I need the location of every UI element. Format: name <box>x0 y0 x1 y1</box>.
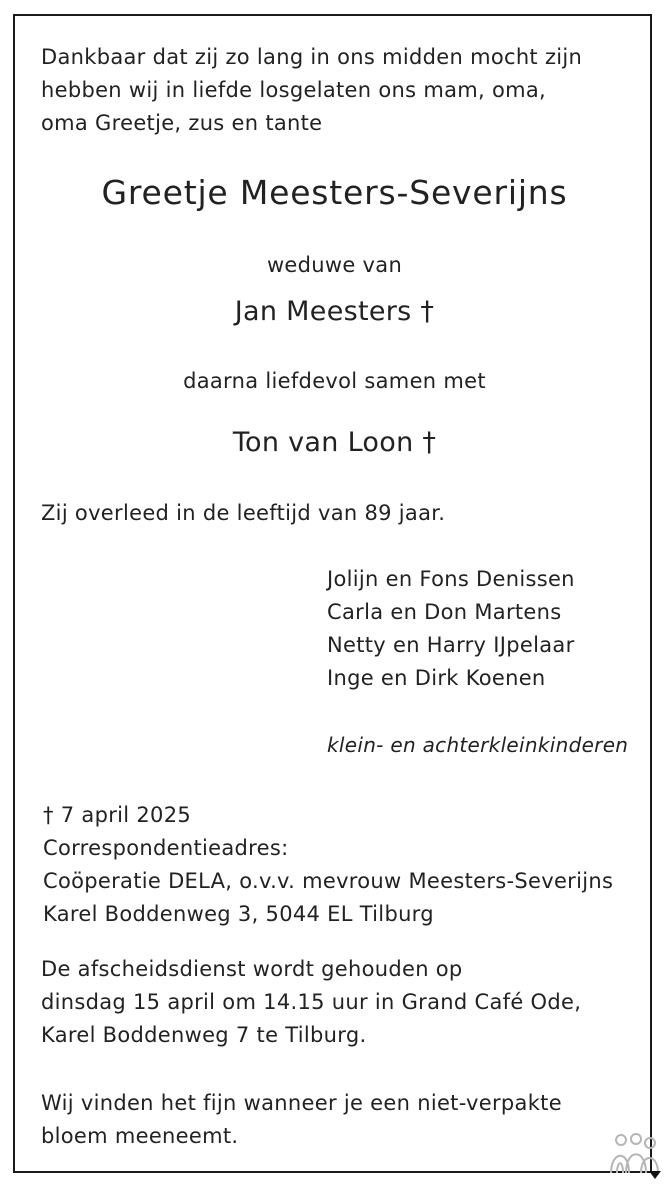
flowers-line-2: bloem meeneemt. <box>41 1124 239 1148</box>
flowers-line-1: Wij vinden het fijn wanneer je een niet-verpakte <box>41 1091 562 1115</box>
spouse-name: Jan Meesters † <box>234 296 435 327</box>
family-line-3: Netty en Harry IJpelaar <box>327 633 575 657</box>
family-line-2: Carla en Don Martens <box>327 600 562 624</box>
partner-label: daarna liefdevol samen met <box>183 369 486 393</box>
intro-line-2: hebben wij in liefde losgelaten ons mam, oma, <box>41 78 547 102</box>
correspondence-label: Correspondentieadres: <box>43 836 289 860</box>
service-line-2: dinsdag 15 april om 14.15 uur in Grand Café Ode, <box>41 990 582 1014</box>
service-line-3: Karel Boddenweg 7 te Tilburg. <box>41 1023 367 1047</box>
widow-of-label: weduwe van <box>266 253 403 277</box>
partner-name: Ton van Loon † <box>232 427 437 458</box>
people-group-logo-icon <box>607 1133 663 1183</box>
age-line: Zij overleed in de leeftijd van 89 jaar. <box>41 501 446 525</box>
grandchildren-line: klein- en achterkleinkinderen <box>327 733 629 757</box>
correspondence-org: Coöperatie DELA, o.v.v. mevrouw Meesters-Severijns <box>43 869 614 893</box>
deceased-name: Greetje Meesters-Severijns <box>101 173 568 212</box>
intro-line-1: Dankbaar dat zij zo lang in ons midden mocht zijn <box>41 45 583 69</box>
family-line-4: Inge en Dirk Koenen <box>327 666 546 690</box>
correspondence-address: Karel Boddenweg 3, 5044 EL Tilburg <box>43 902 434 926</box>
intro-line-3: oma Greetje, zus en tante <box>41 111 323 135</box>
death-date: † 7 april 2025 <box>43 803 192 827</box>
service-line-1: De afscheidsdienst wordt gehouden op <box>41 957 463 981</box>
family-line-1: Jolijn en Fons Denissen <box>327 567 575 591</box>
